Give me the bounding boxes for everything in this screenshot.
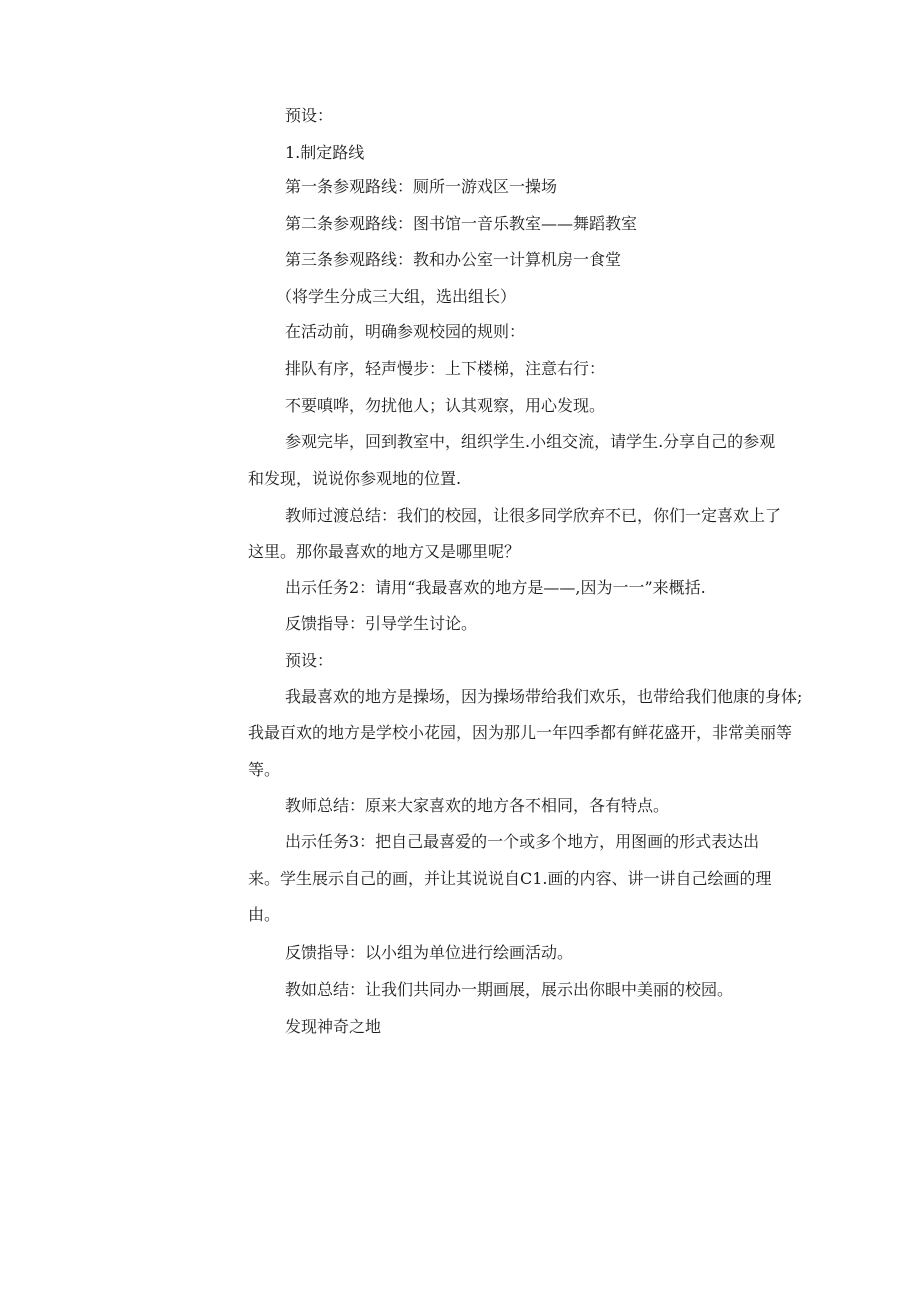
preset-heading-2: 预设： [285,651,334,670]
task-3-line-1: 出示任务3：把自己最喜爱的一个或多个地方，用图画的形式表达出 [285,832,760,851]
feedback-guidance-2: 反馈指导：以小组为单位进行绘画活动。 [285,943,574,962]
rules-line-2: 不要嗔哗，勿扰他人；认其观察，用心发现。 [285,396,606,415]
route-line-1: 第一条参观路线：厕所一游戏区一操场 [285,177,558,196]
route-section-title: 1.制定路线 [285,143,365,162]
task-2: 出示任务2：请用“我最喜欢的地方是——,因为一一”来概括. [285,578,706,597]
favorite-place-line-1: 我最喜欢的地方是操场，因为操场带给我们欢乐，也带给我们他康的身体; [285,687,803,706]
favorite-place-line-2: 我最百欢的地方是学校小花园，因为那儿一年四季都有鲜花盛开，非常美丽等 [248,723,793,742]
rules-line-1: 排队有序，轻声慢步：上下楼梯，注意右行： [285,359,606,378]
task-3-line-3: 由。 [248,905,281,924]
route-line-3: 第三条参观路线：教和办公室一计算机房一食堂 [285,250,622,269]
preset-heading-1: 预设： [285,106,334,125]
teacher-transition-line-1: 教师过渡总结：我们的校园，让很多同学欣弃不已，你们一定喜欢上了 [285,506,782,525]
favorite-place-line-3: 等。 [248,760,281,779]
teacher-summary: 教师总结：原来大家喜欢的地方各不相同，各有特点。 [285,796,670,815]
feedback-guidance-1: 反馈指导：引导学生讨论。 [285,614,478,633]
visit-summary-line-2: 和发现，说说你参观地的位置. [248,469,462,488]
group-note: （将学生分成三大组，选出组长） [276,287,517,306]
teaching-summary: 教如总结：让我们共同办一期画展，展示出你眼中美丽的校园。 [285,980,734,999]
visit-summary-line-1: 参观完毕，回到教室中，组织学生.小组交流，请学生.分享自己的参观 [285,432,776,451]
rules-intro: 在活动前，明确参观校园的规则： [285,322,526,341]
teacher-transition-line-2: 这里。那你最喜欢的地方又是哪里呢？ [248,542,521,561]
route-line-2: 第二条参观路线：图书馆一音乐教室——舞蹈教室 [285,214,638,233]
task-3-line-2: 来。学生展示自己的画，并让其说说自C1.画的内容、讲一讲自己绘画的理 [248,869,772,888]
section-heading-discover: 发现神奇之地 [285,1017,382,1036]
